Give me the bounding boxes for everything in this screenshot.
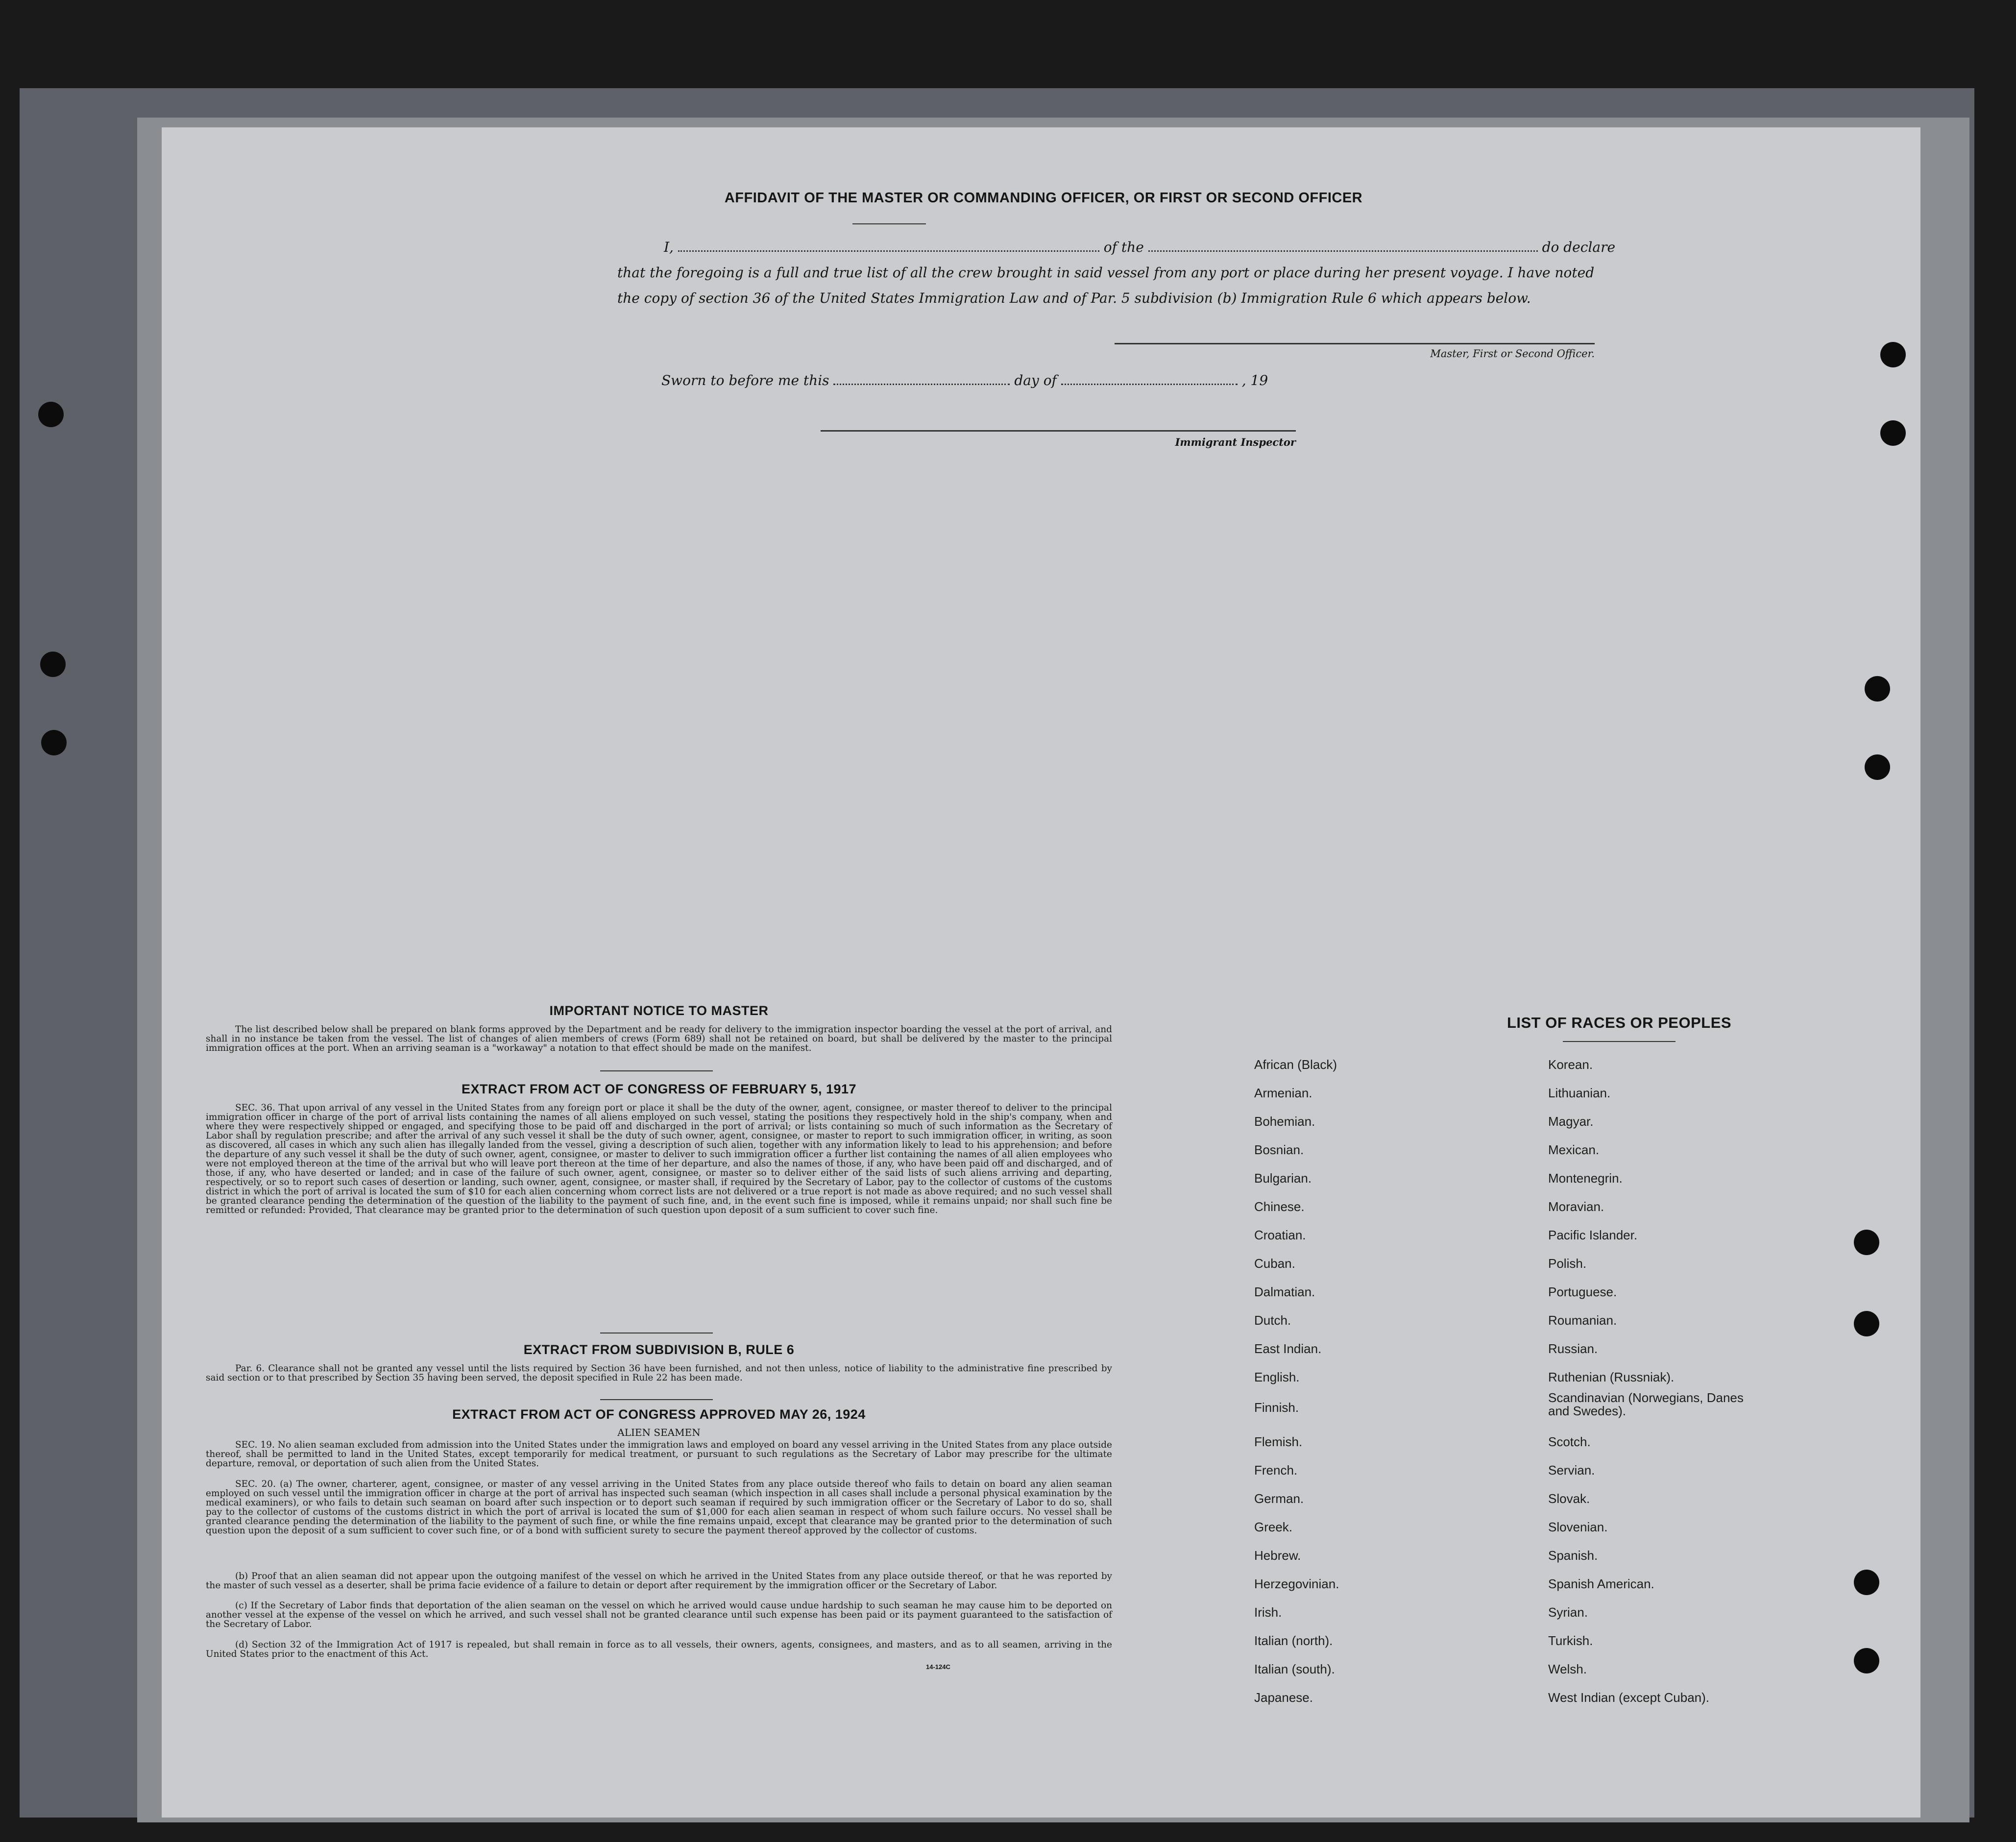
- race-item: Ruthenian (Russniak).: [1548, 1370, 1675, 1384]
- race-item: Greek.: [1254, 1520, 1293, 1534]
- races-title-rule: [1563, 1041, 1676, 1042]
- declarant-label: I,: [664, 239, 674, 255]
- race-item: Armenian.: [1254, 1086, 1312, 1100]
- race-item: Portuguese.: [1548, 1285, 1617, 1299]
- race-item: Hebrew.: [1254, 1548, 1301, 1563]
- race-item: French.: [1254, 1463, 1298, 1478]
- sworn-day-field[interactable]: [833, 382, 1010, 385]
- sworn-month-field[interactable]: [1061, 382, 1238, 385]
- binder-hole-right-5: [1854, 1230, 1879, 1255]
- race-item: Herzegovinian.: [1254, 1576, 1339, 1591]
- declare-label: do declare: [1542, 239, 1616, 255]
- sworn-day-label: day of: [1014, 372, 1057, 388]
- sec19-body: SEC. 19. No alien seaman excluded from admission into the United States under the immigration laws and employed on board any vessel arriving in the United States from any place outside thereof, shall be permitted to land in the United States, except temporarily for medical treatment, or pursuant to such regulations as the Secretary of Labor may prescribe for the ultimate departure, removal, or deportation of such alien from the United States.: [206, 1440, 1112, 1469]
- race-item: Chinese.: [1254, 1199, 1305, 1214]
- notice-body: The list described below shall be prepared on blank forms approved by the Department and be ready for delivery to the immigration inspector boarding the vessel at the port of arrival, and shall in no instance be taken from the vessel. The list of changes of alien members of crews (Form 689) shall not be retained on board, but shall be delivered by the master to the principal immigration offices at the port. When an arriving seaman is a "workaway" a notation to that effect should be made on the manifest.: [206, 1024, 1112, 1053]
- race-item: West Indian (except Cuban).: [1548, 1690, 1710, 1705]
- sworn-year-label: , 19: [1241, 372, 1268, 388]
- race-item: Cuban.: [1254, 1256, 1295, 1271]
- binder-hole-right-2: [1880, 420, 1906, 446]
- race-item: Servian.: [1548, 1463, 1595, 1478]
- form-page: [162, 127, 1920, 1818]
- sec20d-body: (d) Section 32 of the Immigration Act of 1917 is repealed, but shall remain in force as to all vessels, their owners, agents, consignees, and masters, and as to all seamen, arriving in the United States prior to the enactment of this Act.: [206, 1640, 1112, 1659]
- race-item: Slovenian.: [1548, 1520, 1608, 1534]
- race-item: Flemish.: [1254, 1434, 1303, 1449]
- race-item: Pacific Islander.: [1548, 1228, 1638, 1242]
- extract-rule6-body: Par. 6. Clearance shall not be granted any vessel until the lists required by Section 36 have been furnished, and not then unless, notice of liability to the administrative fine prescribed by said section or to that prescribed by Section 35 having been served, the deposit specified in Rule 22 has been made.: [206, 1363, 1112, 1383]
- affidavit-line-1: [664, 239, 1615, 255]
- race-item: Welsh.: [1548, 1662, 1587, 1676]
- sworn-line: [661, 372, 1268, 388]
- race-item: Italian (north).: [1254, 1633, 1333, 1648]
- alien-seamen-subtitle: ALIEN SEAMEN: [617, 1427, 701, 1438]
- extract-1924-title: EXTRACT FROM ACT OF CONGRESS APPROVED MAY 26, 1924: [452, 1407, 866, 1422]
- race-item: Bosnian.: [1254, 1142, 1304, 1157]
- races-title: LIST OF RACES OR PEOPLES: [1506, 1014, 1732, 1031]
- binder-hole-left-1: [38, 402, 64, 427]
- race-item: Finnish.: [1254, 1400, 1299, 1415]
- sec20a-body: SEC. 20. (a) The owner, charterer, agent, consignee, or master of any vessel arriving in the United States from any place outside thereof who fails to detain on board any alien seaman employed on such vessel until the immigration officer in charge at the port of arrival has inspected such seaman (which inspection in all cases shall include a personal physical examination by the medical examiners), or who fails to detain such seaman on board after such inspection or to deport such seaman if required by such immigration officer or the Secretary of Labor to do so, shall pay to the collector of customs of the customs district in which the port of arrival is located the sum of $1,000 for each alien seaman in respect of whom such failure occurs. No vessel shall be granted clearance pending the determination of the liability to the payment of such fine, or while the fine remains unpaid, except that clearance may be granted prior to the determination of such question upon the deposit of a sum sufficient to cover such fine, or of a bond with sufficient surety to secure the payment thereof approved by the collector of customs.: [206, 1479, 1112, 1536]
- sec20c-body: (c) If the Secretary of Labor finds that deportation of the alien seaman on the vessel on which he arrived would cause undue hardship to such seaman he may cause him to be deported on another vessel at the expense of the vessel on which he arrived, and such vessel shall not be granted clearance until such expense has been paid or its payment guaranteed to the satisfaction of the Secretary of Labor.: [206, 1600, 1112, 1629]
- form-number: 14-124C: [926, 1663, 950, 1671]
- binder-hole-right-3: [1865, 676, 1890, 702]
- race-item: Mexican.: [1548, 1142, 1600, 1157]
- extract-1917-body: SEC. 36. That upon arrival of any vessel in the United States from any foreign port or place it shall be the duty of the owner, agent, consignee, or master thereof to deliver to the principal immigration officer in charge of the port of arrival lists containing the names of all aliens employed on such vessel, stating the positions they respectively hold in the ship's company, when and where they were respectively shipped or engaged, and specifying those to be paid off and discharged in the port of arrival; or lists containing so much of such information as the Secretary of Labor shall by regulation prescribe; and after the arrival of any such vessel it shall be the duty of such owner, agent, consignee, or master to report to such immigration officer, in writing, as soon as discovered, all cases in which any such alien has illegally landed from the vessel, giving a description of such alien, together with any information likely to lead to his apprehension; and before the departure of any such vessel it shall be the duty of such owner, agent, consignee, or master to deliver to such immigration officer a further list containing the names of all alien employees who were not employed thereon at the time of the arrival but who will leave port thereon at the time of her departure, and also the names of those, if any, who have been paid off and discharged, and of those, if any, who have deserted or landed; and in case of the failure of such owner, agent, consignee, or master so to deliver either of the said lists of such aliens arriving and departing, respectively, or so to report such cases of desertion or landing, such owner, agent, consignee, or master shall, if required by the Secretary of Labor, pay to the collector of customs of the customs district in which the port of arrival is located the sum of $10 for each alien concerning whom correct lists are not delivered or a true report is not made as above required; and no such vessel shall be granted clearance pending the determination of the question of the liability to the payment of such fine, and, in the event such fine is imposed, while it remains unpaid; nor shall such fine be remitted or refunded: Provided, That clearance may be granted prior to the determination of such question upon deposit of a sum sufficient to cover such fine.: [206, 1103, 1112, 1215]
- race-item: Bohemian.: [1254, 1114, 1315, 1129]
- race-item: Roumanian.: [1548, 1313, 1617, 1328]
- binder-hole-left-2: [40, 652, 66, 677]
- race-item: Spanish.: [1548, 1548, 1598, 1563]
- race-item: Dalmatian.: [1254, 1285, 1315, 1299]
- race-item: Korean.: [1548, 1057, 1593, 1072]
- race-item: Magyar.: [1548, 1114, 1594, 1129]
- separator-3: [600, 1399, 713, 1400]
- race-item: Slovak.: [1548, 1491, 1590, 1506]
- race-item: Polish.: [1548, 1256, 1587, 1271]
- master-signature-line[interactable]: [1115, 343, 1595, 344]
- affidavit-title-rule: [852, 223, 926, 224]
- race-item: Italian (south).: [1254, 1662, 1335, 1676]
- race-item: East Indian.: [1254, 1341, 1322, 1356]
- race-item: Syrian.: [1548, 1605, 1588, 1620]
- race-item: Japanese.: [1254, 1690, 1313, 1705]
- vessel-label: of the: [1103, 239, 1144, 255]
- race-item: Spanish American.: [1548, 1576, 1654, 1591]
- race-item: Dutch.: [1254, 1313, 1291, 1328]
- race-item: Moravian.: [1548, 1199, 1604, 1214]
- race-item: Bulgarian.: [1254, 1171, 1312, 1186]
- binder-hole-left-3: [41, 730, 67, 755]
- race-item: German.: [1254, 1491, 1304, 1506]
- sworn-prefix: Sworn to before me this: [661, 372, 829, 388]
- sec20b-body: (b) Proof that an alien seaman did not appear upon the outgoing manifest of the vessel on which he arrived in the United States from any place outside thereof, or that he was reported by the master of such vessel as a deserter, shall be prima facie evidence of a failure to detain or deport after requirement by the immigration officer or the Secretary of Labor.: [206, 1571, 1112, 1591]
- notice-title: IMPORTANT NOTICE TO MASTER: [549, 1003, 769, 1018]
- binder-hole-right-4: [1865, 754, 1890, 780]
- separator-1: [600, 1070, 713, 1071]
- extract-rule6-title: EXTRACT FROM SUBDIVISION B, RULE 6: [523, 1342, 795, 1357]
- race-item: Montenegrin.: [1548, 1171, 1623, 1186]
- race-item: Scandinavian (Norwegians, Danes and Swedes).: [1548, 1390, 1744, 1418]
- race-item: Croatian.: [1254, 1228, 1306, 1242]
- binder-hole-right-7: [1854, 1570, 1879, 1595]
- declarant-name-field[interactable]: [678, 248, 1099, 252]
- master-signature-caption: Master, First or Second Officer.: [1430, 348, 1595, 360]
- affidavit-title: AFFIDAVIT OF THE MASTER OR COMMANDING OFFICER, OR FIRST OR SECOND OFFICER: [724, 190, 1363, 206]
- affidavit-line-3: the copy of section 36 of the United States Immigration Law and of Par. 5 subdivision (b) Immigration Rule 6 which appears below.: [617, 290, 1531, 306]
- race-item: African (Black): [1254, 1057, 1337, 1072]
- race-item: Turkish.: [1548, 1633, 1593, 1648]
- binder-hole-right-8: [1854, 1648, 1879, 1673]
- binder-hole-right-6: [1854, 1311, 1879, 1336]
- race-item: Scotch.: [1548, 1434, 1591, 1449]
- binder-hole-right-1: [1880, 342, 1906, 367]
- affidavit-line-2: that the foregoing is a full and true list of all the crew brought in said vessel from any port or place during her present voyage. I have noted: [617, 265, 1595, 281]
- inspector-signature-caption: Immigrant Inspector: [1175, 436, 1296, 448]
- race-item: Lithuanian.: [1548, 1086, 1611, 1100]
- extract-1917-title: EXTRACT FROM ACT OF CONGRESS OF FEBRUARY 5, 1917: [461, 1082, 857, 1096]
- vessel-name-field[interactable]: [1148, 248, 1538, 252]
- race-item: Russian.: [1548, 1341, 1598, 1356]
- race-item: English.: [1254, 1370, 1300, 1384]
- inspector-signature-line[interactable]: [821, 430, 1296, 432]
- race-item: Irish.: [1254, 1605, 1282, 1620]
